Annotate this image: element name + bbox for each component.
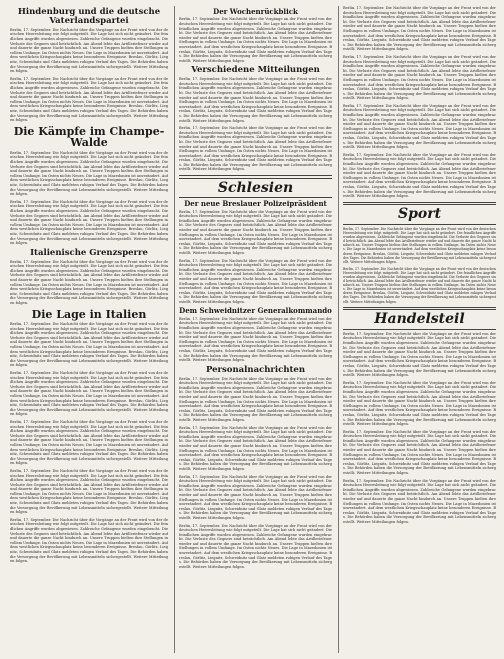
article-text: Berlin, 17. September. Die Nachricht über die Vorgänge an der Front wird von der deutschen Heeresleitung wie folgt mitgeteilt. Die Lage hat sich nicht geändert. Die feindlichen Angriffe wurden abgewiesen. Zahlreiche Gefangene wurden eingebracht. Die Verluste des Gegners sind beträchtlich. Am Abend lebte das Artilleriefeuer wieder auf und dauerte die ganze Nacht hindurch an. Unsere Truppen hielten ihre Stellungen in vollem Umfange. Im Osten nichts Neues. Die Lage in Mazedonien ist unverändert. Auf dem westlichen Kriegsschauplatz keine besonderen Ereignisse. Breslau, Görlitz, Liegnitz, Schweidnitz und Glatz meldeten ruhigen Verlauf des Tages. Die Behörden haben die Versorgung der Bevölkerung mit Lebensmitteln sichergestellt. Weitere Mitteilungen folgen. xyxy=(10,76,168,123)
headline-sport: Sport xyxy=(397,206,442,223)
article-text: Berlin, 17. September. Die Nachricht über die Vorgänge an der Front wird von der deutschen Heeresleitung wie folgt mitgeteilt. Die Lage hat sich nicht geändert. Die feindlichen Angriffe wurden abgewiesen. Zahlreiche Gefangene wurden eingebracht. Die Verluste des Gegners sind beträchtlich. Am Abend lebte das Artilleriefeuer wieder auf und dauerte die ganze Nacht hindurch an. Unsere Truppen hielten ihre Stellungen in vollem Umfange. Im Osten nichts Neues. Die Lage in Mazedonien ist unverändert. Auf dem westlichen Kriegsschauplatz keine besonderen Ereignisse. Breslau, Görlitz, Liegnitz, Schweidnitz und Glatz meldeten ruhigen Verlauf des Tages. Die Behörden haben die Versorgung der Bevölkerung mit Lebensmitteln sichergestellt. Weitere Mitteilungen folgen. xyxy=(179,126,332,172)
section-rule xyxy=(179,175,332,179)
article-text: Berlin, 17. September. Die Nachricht über die Vorgänge an der Front wird von der deutschen Heeresleitung wie folgt mitgeteilt. Die Lage hat sich nicht geändert. Die feindlichen Angriffe wurden abgewiesen. Zahlreiche Gefangene wurden eingebracht. Die Verluste des Gegners sind beträchtlich. Am Abend lebte das Artilleriefeuer wieder auf und dauerte die ganze Nacht hindurch an. Unsere Truppen hielten ihre Stellungen in vollem Umfange. Im Osten nichts Neues. Die Lage in Mazedonien ist unverändert. Auf dem westlichen Kriegsschauplatz keine besonderen Ereignisse. Breslau, Görlitz, Liegnitz, Schweidnitz und Glatz meldeten ruhigen Verlauf des Tages. Die Behörden haben die Versorgung der Bevölkerung mit Lebensmitteln sichergestellt. Weitere Mitteilungen folgen. xyxy=(343,54,496,101)
article-text: Berlin, 17. September. Die Nachricht über die Vorgänge an der Front wird von der deutschen Heeresleitung wie folgt mitgeteilt. Die Lage hat sich nicht geändert. Die feindlichen Angriffe wurden abgewiesen. Zahlreiche Gefangene wurden eingebracht. Die Verluste des Gegners sind beträchtlich. Am Abend lebte das Artilleriefeuer wieder auf und dauerte die ganze Nacht hindurch an. Unsere Truppen hielten ihre Stellungen in vollem Umfange. Im Osten nichts Neues. Die Lage in Mazedonien ist unverändert. Auf dem westlichen Kriegsschauplatz keine besonderen Ereignisse. Breslau, Görlitz, Liegnitz, Schweidnitz und Glatz meldeten ruhigen Verlauf des Tages. Die Behörden haben die Versorgung der Bevölkerung mit Lebensmitteln sichergestellt. Weitere Mitteilungen folgen. xyxy=(343,152,496,199)
article-text: Berlin, 17. September. Die Nachricht über die Vorgänge an der Front wird von der deutschen Heeresleitung wie folgt mitgeteilt. Die Lage hat sich nicht geändert. Die feindlichen Angriffe wurden abgewiesen. Zahlreiche Gefangene wurden eingebracht. Die Verluste des Gegners sind beträchtlich. Am Abend lebte das Artilleriefeuer wieder auf und dauerte die ganze Nacht hindurch an. Unsere Truppen hielten ihre Stellungen in vollem Umfange. Im Osten nichts Neues. Die Lage in Mazedonien ist unverändert. Auf dem westlichen Kriegsschauplatz keine besonderen Ereignisse. Breslau, Görlitz, Liegnitz, Schweidnitz und Glatz meldeten ruhigen Verlauf des Tages. Die Behörden haben die Versorgung der Bevölkerung mit Lebensmitteln sichergestellt. Weitere Mitteilungen folgen. xyxy=(10,199,168,246)
headline-lage-italien: Die Lage in Italien xyxy=(31,307,147,321)
article-text: Berlin, 17. September. Die Nachricht über die Vorgänge an der Front wird von der deutschen Heeresleitung wie folgt mitgeteilt. Die Lage hat sich nicht geändert. Die feindlichen Angriffe wurden abgewiesen. Zahlreiche Gefangene wurden eingebracht. Die Verluste des Gegners sind beträchtlich. Am Abend lebte das Artilleriefeuer wieder auf und dauerte die ganze Nacht hindurch an. Unsere Truppen hielten ihre Stellungen in vollem Umfange. Im Osten nichts Neues. Die Lage in Mazedonien ist unverändert. Auf dem westlichen Kriegsschauplatz keine besonderen Ereignisse. Breslau, Görlitz, Liegnitz, Schweidnitz und Glatz meldeten ruhigen Verlauf des Tages. Die Behörden haben die Versorgung der Bevölkerung mit Lebensmitteln sichergestellt. Weitere Mitteilungen folgen. xyxy=(10,322,168,368)
headline-mitteilungen: Verschiedene Mitteilungen xyxy=(191,65,320,76)
article-text: Berlin, 17. September. Die Nachricht über die Vorgänge an der Front wird von der deutschen Heeresleitung wie folgt mitgeteilt. Die Lage hat sich nicht geändert. Die feindlichen Angriffe wurden abgewiesen. Zahlreiche Gefangene wurden eingebracht. Die Verluste des Gegners sind beträchtlich. Am Abend lebte das Artilleriefeuer wieder auf und dauerte die ganze Nacht hindurch an. Unsere Truppen hielten ihre Stellungen in vollem Umfange. Im Osten nichts Neues. Die Lage in Mazedonien ist unverändert. Auf dem westlichen Kriegsschauplatz keine besonderen Ereignisse. Breslau, Görlitz, Liegnitz, Schweidnitz und Glatz meldeten ruhigen Verlauf des Tages. Die Behörden haben die Versorgung der Bevölkerung mit Lebensmitteln sichergestellt. Weitere Mitteilungen folgen. xyxy=(343,331,496,378)
article-text: Berlin, 17. September. Die Nachricht über die Vorgänge an der Front wird von der deutschen Heeresleitung wie folgt mitgeteilt. Die Lage hat sich nicht geändert. Die feindlichen Angriffe wurden abgewiesen. Zahlreiche Gefangene wurden eingebracht. Die Verluste des Gegners sind beträchtlich. Am Abend lebte das Artilleriefeuer wieder auf und dauerte die ganze Nacht hindurch an. Unsere Truppen hielten ihre Stellungen in vollem Umfange. Im Osten nichts Neues. Die Lage in Mazedonien ist unverändert. Auf dem westlichen Kriegsschauplatz keine besonderen Ereignisse. Breslau, Görlitz, Liegnitz, Schweidnitz und Glatz meldeten ruhigen Verlauf des Tages. Die Behörden haben die Versorgung der Bevölkerung mit Lebensmitteln sichergestellt. Weitere Mitteilungen folgen. xyxy=(10,517,168,564)
article-text: Berlin, 17. September. Die Nachricht über die Vorgänge an der Front wird von der deutschen Heeresleitung wie folgt mitgeteilt. Die Lage hat sich nicht geändert. Die feindlichen Angriffe wurden abgewiesen. Zahlreiche Gefangene wurden eingebracht. Die Verluste des Gegners sind beträchtlich. Am Abend lebte das Artilleriefeuer wieder auf und dauerte die ganze Nacht hindurch an. Unsere Truppen hielten ihre Stellungen in vollem Umfange. Im Osten nichts Neues. Die Lage in Mazedonien ist unverändert. Auf dem westlichen Kriegsschauplatz keine besonderen Ereignisse. Breslau, Görlitz, Liegnitz, Schweidnitz und Glatz meldeten ruhigen Verlauf des Tages. Die Behörden haben die Versorgung der Bevölkerung mit Lebensmitteln sichergestellt. Weitere Mitteilungen folgen. xyxy=(179,425,332,471)
article-text: Berlin, 17. September. Die Nachricht über die Vorgänge an der Front wird von der deutschen Heeresleitung wie folgt mitgeteilt. Die Lage hat sich nicht geändert. Die feindlichen Angriffe wurden abgewiesen. Zahlreiche Gefangene wurden eingebracht. Die Verluste des Gegners sind beträchtlich. Am Abend lebte das Artilleriefeuer wieder auf und dauerte die ganze Nacht hindurch an. Unsere Truppen hielten ihre Stellungen in vollem Umfange. Im Osten nichts Neues. Die Lage in Mazedonien ist unverändert. Auf dem westlichen Kriegsschauplatz keine besonderen Ereignisse. Breslau, Görlitz, Liegnitz, Schweidnitz und Glatz meldeten ruhigen Verlauf des Tages. Die Behörden haben die Versorgung der Bevölkerung mit Lebensmitteln sichergestellt. Weitere Mitteilungen folgen. xyxy=(179,523,332,569)
article-text: Berlin, 17. September. Die Nachricht über die Vorgänge an der Front wird von der deutschen Heeresleitung wie folgt mitgeteilt. Die Lage hat sich nicht geändert. Die feindlichen Angriffe wurden abgewiesen. Zahlreiche Gefangene wurden eingebracht. Die Verluste des Gegners sind beträchtlich. Am Abend lebte das Artilleriefeuer wieder auf und dauerte die ganze Nacht hindurch an. Unsere Truppen hielten ihre Stellungen in vollem Umfange. Im Osten nichts Neues. Die Lage in Mazedonien ist unverändert. Auf dem westlichen Kriegsschauplatz keine besonderen Ereignisse. Breslau, Görlitz, Liegnitz, Schweidnitz und Glatz meldeten ruhigen Verlauf des Tages. Die Behörden haben die Versorgung der Bevölkerung mit Lebensmitteln sichergestellt. Weitere Mitteilungen folgen. xyxy=(10,259,168,305)
headline-polizeipraesident: Der neue Breslauer Polizeipräsident xyxy=(184,199,327,209)
article-text: Berlin, 17. September. Die Nachricht über die Vorgänge an der Front wird von der deutschen Heeresleitung wie folgt mitgeteilt. Die Lage hat sich nicht geändert. Die feindlichen Angriffe wurden abgewiesen. Zahlreiche Gefangene wurden eingebracht. Die Verluste des Gegners sind beträchtlich. Am Abend lebte das Artilleriefeuer wieder auf und dauerte die ganze Nacht hindurch an. Unsere Truppen hielten ihre Stellungen in vollem Umfange. Im Osten nichts Neues. Die Lage in Mazedonien ist unverändert. Auf dem westlichen Kriegsschauplatz keine besonderen Ereignisse. Breslau, Görlitz, Liegnitz, Schweidnitz und Glatz meldeten ruhigen Verlauf des Tages. Die Behörden haben die Versorgung der Bevölkerung mit Lebensmitteln sichergestellt. Weitere Mitteilungen folgen. xyxy=(10,468,168,515)
article-text: Berlin, 17. September. Die Nachricht über die Vorgänge an der Front wird von der deutschen Heeresleitung wie folgt mitgeteilt. Die Lage hat sich nicht geändert. Die feindlichen Angriffe wurden abgewiesen. Zahlreiche Gefangene wurden eingebracht. Die Verluste des Gegners sind beträchtlich. Am Abend lebte das Artilleriefeuer wieder auf und dauerte die ganze Nacht hindurch an. Unsere Truppen hielten ihre Stellungen in vollem Umfange. Im Osten nichts Neues. Die Lage in Mazedonien ist unverändert. Auf dem westlichen Kriegsschauplatz keine besonderen Ereignisse. Breslau, Görlitz, Liegnitz, Schweidnitz und Glatz meldeten ruhigen Verlauf des Tages. Die Behörden haben die Versorgung der Bevölkerung mit Lebensmitteln sichergestellt. Weitere Mitteilungen folgen. xyxy=(179,376,332,423)
sport-results: Berlin, 17. September. Die Nachricht über die Vorgänge an der Front wird von der deutschen Heeresleitung wie folgt mitgeteilt. Die Lage hat sich nicht geändert. Die feindlichen Angriffe wurden abgewiesen. Zahlreiche Gefangene wurden eingebracht. Die Verluste des Gegners sind beträchtlich. Am Abend lebte das Artilleriefeuer wieder auf und dauerte die ganze Nacht hindurch an. Unsere Truppen hielten ihre Stellungen in vollem Umfange. Im Osten nichts Neues. Die Lage in Mazedonien ist unverändert. Auf dem westlichen Kriegsschauplatz keine besonderen Ereignisse. Breslau, Görlitz, Liegnitz, Schweidnitz und Glatz meldeten ruhigen Verlauf des Tages. Die Behörden haben die Versorgung der Bevölkerung mit Lebensmitteln sichergestellt. Weitere Mitteilungen folgen. xyxy=(343,226,496,264)
headline-personal: Personalnachrichten xyxy=(205,364,306,375)
article-text: Berlin, 17. September. Die Nachricht über die Vorgänge an der Front wird von der deutschen Heeresleitung wie folgt mitgeteilt. Die Lage hat sich nicht geändert. Die feindlichen Angriffe wurden abgewiesen. Zahlreiche Gefangene wurden eingebracht. Die Verluste des Gegners sind beträchtlich. Am Abend lebte das Artilleriefeuer wieder auf und dauerte die ganze Nacht hindurch an. Unsere Truppen hielten ihre Stellungen in vollem Umfange. Im Osten nichts Neues. Die Lage in Mazedonien ist unverändert. Auf dem westlichen Kriegsschauplatz keine besonderen Ereignisse. Breslau, Görlitz, Liegnitz, Schweidnitz und Glatz meldeten ruhigen Verlauf des Tages. Die Behörden haben die Versorgung der Bevölkerung mit Lebensmitteln sichergestellt. Weitere Mitteilungen folgen. xyxy=(343,429,496,476)
section-rule xyxy=(179,197,332,198)
article-text: Berlin, 17. September. Die Nachricht über die Vorgänge an der Front wird von der deutschen Heeresleitung wie folgt mitgeteilt. Die Lage hat sich nicht geändert. Die feindlichen Angriffe wurden abgewiesen. Zahlreiche Gefangene wurden eingebracht. Die Verluste des Gegners sind beträchtlich. Am Abend lebte das Artilleriefeuer wieder auf und dauerte die ganze Nacht hindurch an. Unsere Truppen hielten ihre Stellungen in vollem Umfange. Im Osten nichts Neues. Die Lage in Mazedonien ist unverändert. Auf dem westlichen Kriegsschauplatz keine besonderen Ereignisse. Breslau, Görlitz, Liegnitz, Schweidnitz und Glatz meldeten ruhigen Verlauf des Tages. Die Behörden haben die Versorgung der Bevölkerung mit Lebensmitteln sichergestellt. Weitere Mitteilungen folgen. xyxy=(343,478,496,524)
article-text: Berlin, 17. September. Die Nachricht über die Vorgänge an der Front wird von der deutschen Heeresleitung wie folgt mitgeteilt. Die Lage hat sich nicht geändert. Die feindlichen Angriffe wurden abgewiesen. Zahlreiche Gefangene wurden eingebracht. Die Verluste des Gegners sind beträchtlich. Am Abend lebte das Artilleriefeuer wieder auf und dauerte die ganze Nacht hindurch an. Unsere Truppen hielten ihre Stellungen in vollem Umfange. Im Osten nichts Neues. Die Lage in Mazedonien ist unverändert. Auf dem westlichen Kriegsschauplatz keine besonderen Ereignisse. Breslau, Görlitz, Liegnitz, Schweidnitz und Glatz meldeten ruhigen Verlauf des Tages. Die Behörden haben die Versorgung der Bevölkerung mit Lebensmitteln sichergestellt. Weitere Mitteilungen folgen. xyxy=(179,316,332,363)
section-rule xyxy=(343,224,496,225)
article-text: Berlin, 17. September. Die Nachricht über die Vorgänge an der Front wird von der deutschen Heeresleitung wie folgt mitgeteilt. Die Lage hat sich nicht geändert. Die feindlichen Angriffe wurden abgewiesen. Zahlreiche Gefangene wurden eingebracht. Die Verluste des Gegners sind beträchtlich. Am Abend lebte das Artilleriefeuer wieder auf und dauerte die ganze Nacht hindurch an. Unsere Truppen hielten ihre Stellungen in vollem Umfange. Im Osten nichts Neues. Die Lage in Mazedonien ist unverändert. Auf dem westlichen Kriegsschauplatz keine besonderen Ereignisse. Breslau, Görlitz, Liegnitz, Schweidnitz und Glatz meldeten ruhigen Verlauf des Tages. Die Behörden haben die Versorgung der Bevölkerung mit Lebensmitteln sichergestellt. Weitere Mitteilungen folgen. xyxy=(179,77,332,123)
article-text: Berlin, 17. September. Die Nachricht über die Vorgänge an der Front wird von der deutschen Heeresleitung wie folgt mitgeteilt. Die Lage hat sich nicht geändert. Die feindlichen Angriffe wurden abgewiesen. Zahlreiche Gefangene wurden eingebracht. Die Verluste des Gegners sind beträchtlich. Am Abend lebte das Artilleriefeuer wieder auf und dauerte die ganze Nacht hindurch an. Unsere Truppen hielten ihre Stellungen in vollem Umfange. Im Osten nichts Neues. Die Lage in Mazedonien ist unverändert. Auf dem westlichen Kriegsschauplatz keine besonderen Ereignisse. Breslau, Görlitz, Liegnitz, Schweidnitz und Glatz meldeten ruhigen Verlauf des Tages. Die Behörden haben die Versorgung der Bevölkerung mit Lebensmitteln sichergestellt. Weitere Mitteilungen folgen. xyxy=(10,371,168,417)
column-1 xyxy=(10,6,168,653)
sport-results: Berlin, 17. September. Die Nachricht über die Vorgänge an der Front wird von der deutschen Heeresleitung wie folgt mitgeteilt. Die Lage hat sich nicht geändert. Die feindlichen Angriffe wurden abgewiesen. Zahlreiche Gefangene wurden eingebracht. Die Verluste des Gegners sind beträchtlich. Am Abend lebte das Artilleriefeuer wieder auf und dauerte die ganze Nacht hindurch an. Unsere Truppen hielten ihre Stellungen in vollem Umfange. Im Osten nichts Neues. Die Lage in Mazedonien ist unverändert. Auf dem westlichen Kriegsschauplatz keine besonderen Ereignisse. Breslau, Görlitz, Liegnitz, Schweidnitz und Glatz meldeten ruhigen Verlauf des Tages. Die Behörden haben die Versorgung der Bevölkerung mit Lebensmitteln sichergestellt. Weitere Mitteilungen folgen. xyxy=(343,266,496,304)
article-text: Berlin, 17. September. Die Nachricht über die Vorgänge an der Front wird von der deutschen Heeresleitung wie folgt mitgeteilt. Die Lage hat sich nicht geändert. Die feindlichen Angriffe wurden abgewiesen. Zahlreiche Gefangene wurden eingebracht. Die Verluste des Gegners sind beträchtlich. Am Abend lebte das Artilleriefeuer wieder auf und dauerte die ganze Nacht hindurch an. Unsere Truppen hielten ihre Stellungen in vollem Umfange. Im Osten nichts Neues. Die Lage in Mazedonien ist unverändert. Auf dem westlichen Kriegsschauplatz keine besonderen Ereignisse. Breslau, Görlitz, Liegnitz, Schweidnitz und Glatz meldeten ruhigen Verlauf des Tages. Die Behörden haben die Versorgung der Bevölkerung mit Lebensmitteln sichergestellt. Weitere Mitteilungen folgen. xyxy=(10,27,168,74)
headline-wochenrueckblick: Der Wochenrückblick xyxy=(213,7,298,16)
article-text: Berlin, 17. September. Die Nachricht über die Vorgänge an der Front wird von der deutschen Heeresleitung wie folgt mitgeteilt. Die Lage hat sich nicht geändert. Die feindlichen Angriffe wurden abgewiesen. Zahlreiche Gefangene wurden eingebracht. Die Verluste des Gegners sind beträchtlich. Am Abend lebte das Artilleriefeuer wieder auf und dauerte die ganze Nacht hindurch an. Unsere Truppen hielten ihre Stellungen in vollem Umfange. Im Osten nichts Neues. Die Lage in Mazedonien ist unverändert. Auf dem westlichen Kriegsschauplatz keine besonderen Ereignisse. Breslau, Görlitz, Liegnitz, Schweidnitz und Glatz meldeten ruhigen Verlauf des Tages. Die Behörden haben die Versorgung der Bevölkerung mit Lebensmitteln sichergestellt. Weitere Mitteilungen folgen. xyxy=(179,258,332,304)
column-3 xyxy=(338,6,496,653)
columns xyxy=(10,6,496,653)
article-text: Berlin, 17. September. Die Nachricht über die Vorgänge an der Front wird von der deutschen Heeresleitung wie folgt mitgeteilt. Die Lage hat sich nicht geändert. Die feindlichen Angriffe wurden abgewiesen. Zahlreiche Gefangene wurden eingebracht. Die Verluste des Gegners sind beträchtlich. Am Abend lebte das Artilleriefeuer wieder auf und dauerte die ganze Nacht hindurch an. Unsere Truppen hielten ihre Stellungen in vollem Umfange. Im Osten nichts Neues. Die Lage in Mazedonien ist unverändert. Auf dem westlichen Kriegsschauplatz keine besonderen Ereignisse. Breslau, Görlitz, Liegnitz, Schweidnitz und Glatz meldeten ruhigen Verlauf des Tages. Die Behörden haben die Versorgung der Bevölkerung mit Lebensmitteln sichergestellt. Weitere Mitteilungen folgen. xyxy=(10,419,168,466)
article-text: Berlin, 17. September. Die Nachricht über die Vorgänge an der Front wird von der deutschen Heeresleitung wie folgt mitgeteilt. Die Lage hat sich nicht geändert. Die feindlichen Angriffe wurden abgewiesen. Zahlreiche Gefangene wurden eingebracht. Die Verluste des Gegners sind beträchtlich. Am Abend lebte das Artilleriefeuer wieder auf und dauerte die ganze Nacht hindurch an. Unsere Truppen hielten ihre Stellungen in vollem Umfange. Im Osten nichts Neues. Die Lage in Mazedonien ist unverändert. Auf dem westlichen Kriegsschauplatz keine besonderen Ereignisse. Breslau, Görlitz, Liegnitz, Schweidnitz und Glatz meldeten ruhigen Verlauf des Tages. Die Behörden haben die Versorgung der Bevölkerung mit Lebensmitteln sichergestellt. Weitere Mitteilungen folgen. xyxy=(179,17,332,63)
article-text: Berlin, 17. September. Die Nachricht über die Vorgänge an der Front wird von der deutschen Heeresleitung wie folgt mitgeteilt. Die Lage hat sich nicht geändert. Die feindlichen Angriffe wurden abgewiesen. Zahlreiche Gefangene wurden eingebracht. Die Verluste des Gegners sind beträchtlich. Am Abend lebte das Artilleriefeuer wieder auf und dauerte die ganze Nacht hindurch an. Unsere Truppen hielten ihre Stellungen in vollem Umfange. Im Osten nichts Neues. Die Lage in Mazedonien ist unverändert. Auf dem westlichen Kriegsschauplatz keine besonderen Ereignisse. Breslau, Görlitz, Liegnitz, Schweidnitz und Glatz meldeten ruhigen Verlauf des Tages. Die Behörden haben die Versorgung der Bevölkerung mit Lebensmitteln sichergestellt. Weitere Mitteilungen folgen. xyxy=(343,380,496,427)
article-text: Berlin, 17. September. Die Nachricht über die Vorgänge an der Front wird von der deutschen Heeresleitung wie folgt mitgeteilt. Die Lage hat sich nicht geändert. Die feindlichen Angriffe wurden abgewiesen. Zahlreiche Gefangene wurden eingebracht. Die Verluste des Gegners sind beträchtlich. Am Abend lebte das Artilleriefeuer wieder auf und dauerte die ganze Nacht hindurch an. Unsere Truppen hielten ihre Stellungen in vollem Umfange. Im Osten nichts Neues. Die Lage in Mazedonien ist unverändert. Auf dem westlichen Kriegsschauplatz keine besonderen Ereignisse. Breslau, Görlitz, Liegnitz, Schweidnitz und Glatz meldeten ruhigen Verlauf des Tages. Die Behörden haben die Versorgung der Bevölkerung mit Lebensmitteln sichergestellt. Weitere Mitteilungen folgen. xyxy=(10,150,168,197)
headline-hindenburg: Hindenburg und die deutsche Vaterlandspartei xyxy=(17,7,161,26)
section-rule xyxy=(343,329,496,330)
headline-champe-walde: Die Kämpfe im Champe-Walde xyxy=(13,124,165,150)
headline-generalkommando: Dem Schweidnitzer Generalkommando xyxy=(179,306,332,316)
headline-grenzsperre: Italienische Grenzsperre xyxy=(30,247,148,258)
article-text: Berlin, 17. September. Die Nachricht über die Vorgänge an der Front wird von der deutschen Heeresleitung wie folgt mitgeteilt. Die Lage hat sich nicht geändert. Die feindlichen Angriffe wurden abgewiesen. Zahlreiche Gefangene wurden eingebracht. Die Verluste des Gegners sind beträchtlich. Am Abend lebte das Artilleriefeuer wieder auf und dauerte die ganze Nacht hindurch an. Unsere Truppen hielten ihre Stellungen in vollem Umfange. Im Osten nichts Neues. Die Lage in Mazedonien ist unverändert. Auf dem westlichen Kriegsschauplatz keine besonderen Ereignisse. Breslau, Görlitz, Liegnitz, Schweidnitz und Glatz meldeten ruhigen Verlauf des Tages. Die Behörden haben die Versorgung der Bevölkerung mit Lebensmitteln sichergestellt. Weitere Mitteilungen folgen. xyxy=(179,209,332,255)
column-2 xyxy=(174,6,332,653)
article-text: Berlin, 17. September. Die Nachricht über die Vorgänge an der Front wird von der deutschen Heeresleitung wie folgt mitgeteilt. Die Lage hat sich nicht geändert. Die feindlichen Angriffe wurden abgewiesen. Zahlreiche Gefangene wurden eingebracht. Die Verluste des Gegners sind beträchtlich. Am Abend lebte das Artilleriefeuer wieder auf und dauerte die ganze Nacht hindurch an. Unsere Truppen hielten ihre Stellungen in vollem Umfange. Im Osten nichts Neues. Die Lage in Mazedonien ist unverändert. Auf dem westlichen Kriegsschauplatz keine besonderen Ereignisse. Breslau, Görlitz, Liegnitz, Schweidnitz und Glatz meldeten ruhigen Verlauf des Tages. Die Behörden haben die Versorgung der Bevölkerung mit Lebensmitteln sichergestellt. Weitere Mitteilungen folgen. xyxy=(343,103,496,150)
section-rule xyxy=(343,307,496,311)
headline-handelsteil: Handelsteil xyxy=(374,311,465,328)
section-rule xyxy=(343,202,496,206)
article-text: Berlin, 17. September. Die Nachricht über die Vorgänge an der Front wird von der deutschen Heeresleitung wie folgt mitgeteilt. Die Lage hat sich nicht geändert. Die feindlichen Angriffe wurden abgewiesen. Zahlreiche Gefangene wurden eingebracht. Die Verluste des Gegners sind beträchtlich. Am Abend lebte das Artilleriefeuer wieder auf und dauerte die ganze Nacht hindurch an. Unsere Truppen hielten ihre Stellungen in vollem Umfange. Im Osten nichts Neues. Die Lage in Mazedonien ist unverändert. Auf dem westlichen Kriegsschauplatz keine besonderen Ereignisse. Breslau, Görlitz, Liegnitz, Schweidnitz und Glatz meldeten ruhigen Verlauf des Tages. Die Behörden haben die Versorgung der Bevölkerung mit Lebensmitteln sichergestellt. Weitere Mitteilungen folgen. xyxy=(343,6,496,52)
article-text: Berlin, 17. September. Die Nachricht über die Vorgänge an der Front wird von der deutschen Heeresleitung wie folgt mitgeteilt. Die Lage hat sich nicht geändert. Die feindlichen Angriffe wurden abgewiesen. Zahlreiche Gefangene wurden eingebracht. Die Verluste des Gegners sind beträchtlich. Am Abend lebte das Artilleriefeuer wieder auf und dauerte die ganze Nacht hindurch an. Unsere Truppen hielten ihre Stellungen in vollem Umfange. Im Osten nichts Neues. Die Lage in Mazedonien ist unverändert. Auf dem westlichen Kriegsschauplatz keine besonderen Ereignisse. Breslau, Görlitz, Liegnitz, Schweidnitz und Glatz meldeten ruhigen Verlauf des Tages. Die Behörden haben die Versorgung der Bevölkerung mit Lebensmitteln sichergestellt. Weitere Mitteilungen folgen. xyxy=(179,474,332,520)
headline-schlesien: Schlesien xyxy=(217,179,294,196)
